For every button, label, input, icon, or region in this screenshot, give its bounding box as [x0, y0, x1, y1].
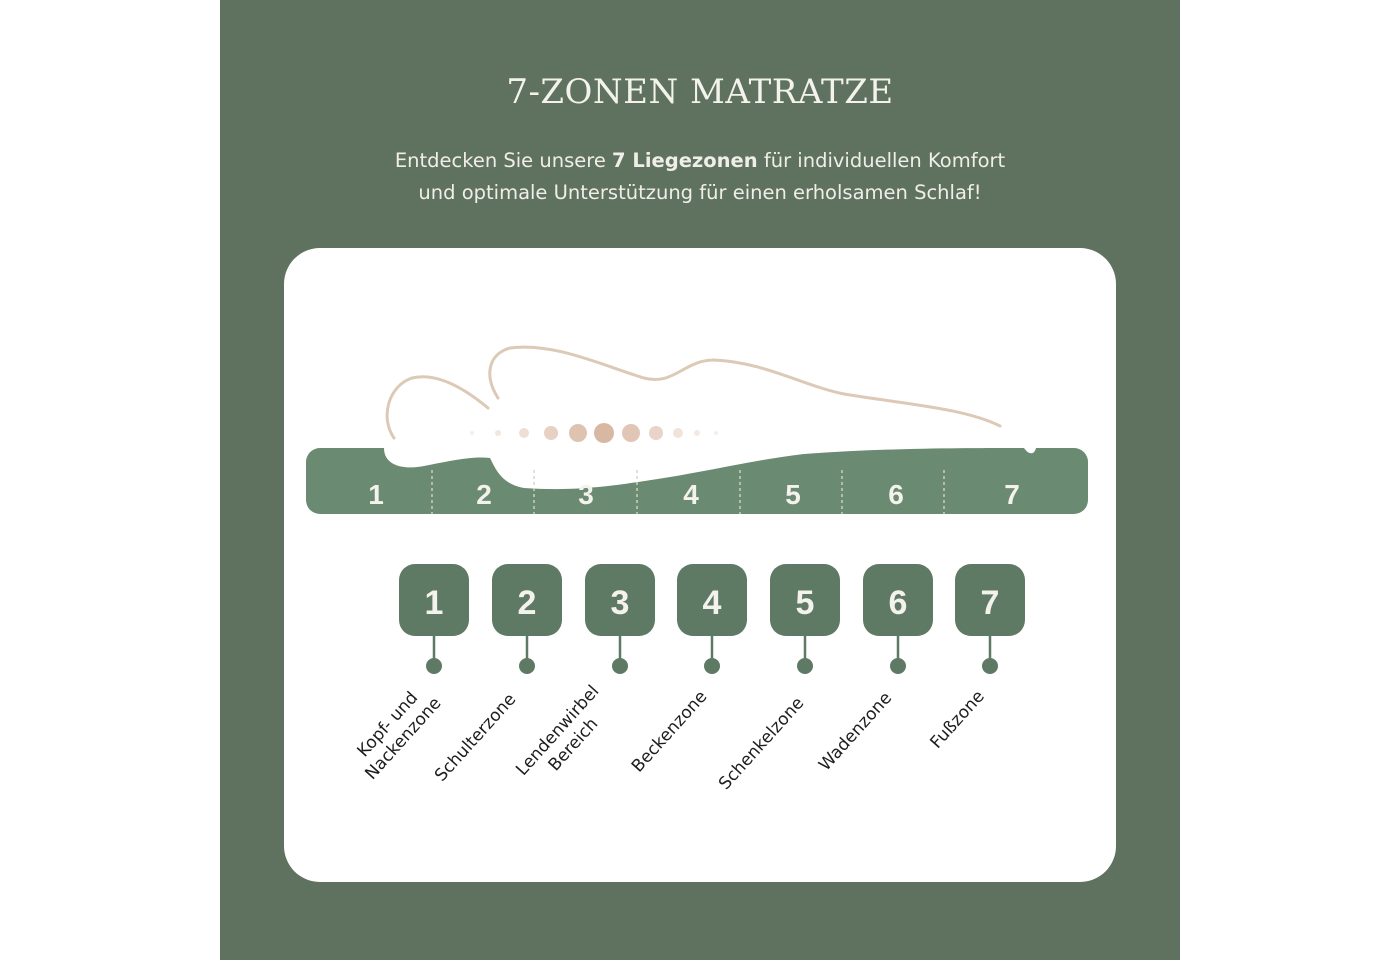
subtitle-line1-pre: Entdecken Sie unsere [394, 149, 613, 172]
zone-label: Schenkelzone [715, 693, 809, 794]
page-title: 7-ZONEN MATRATZE [506, 72, 894, 112]
subtitle-line1-bold: 7 Liegezonen [612, 149, 758, 172]
zone-badge-number: 4 [702, 584, 722, 622]
background-panel [220, 0, 1180, 960]
mattress-zone-number: 1 [368, 479, 384, 510]
zone-badge [585, 564, 655, 674]
zone-badge-dot [982, 658, 998, 674]
pressure-dot [569, 424, 587, 442]
pressure-dot [544, 426, 558, 440]
pressure-dot [622, 424, 640, 442]
zone-label: Kopf- und Nackenzone [353, 688, 446, 784]
pressure-dot [519, 428, 529, 438]
zone-badge-dot [890, 658, 906, 674]
head-outline [387, 377, 488, 438]
pressure-dot [594, 423, 614, 443]
subtitle-line2: und optimale Unterstützung für einen erholsamen Schlaf! [418, 181, 982, 204]
mattress-zone-number: 6 [888, 479, 904, 510]
pressure-dot [470, 431, 474, 435]
zone-badge-number: 5 [795, 584, 815, 622]
mattress-zone-number: 5 [785, 479, 801, 510]
zone-badge-number: 1 [424, 584, 444, 622]
zone-badge-number: 7 [980, 584, 1000, 622]
zone-badge-dot [704, 658, 720, 674]
zone-badge-dot [426, 658, 442, 674]
zone-badge [399, 564, 469, 674]
zone-badge [677, 564, 747, 674]
body-outline [387, 347, 1000, 438]
mattress-diagram [284, 248, 1116, 882]
zone-badge [863, 564, 933, 674]
mattress-zone-number: 4 [683, 479, 699, 510]
zone-badge-dot [797, 658, 813, 674]
zone-badge [770, 564, 840, 674]
diagram-card [284, 248, 1116, 882]
zone-badge-number: 2 [517, 584, 537, 622]
pressure-dot [495, 430, 501, 436]
zone-badges [399, 564, 1025, 674]
zone-label: Beckenzone [627, 686, 712, 777]
mattress-zone-number: 7 [1004, 479, 1020, 510]
zone-label: Lendenwirbel Bereich [512, 681, 604, 780]
pressure-dot [649, 426, 663, 440]
pressure-dot [694, 430, 700, 436]
zone-label: Fußzone [926, 686, 989, 753]
pressure-dot [714, 431, 718, 435]
zone-badge [492, 564, 562, 674]
mattress-zone-number: 3 [578, 479, 594, 510]
zone-badge-dot [519, 658, 535, 674]
zone-badge [955, 564, 1025, 674]
zone-badge-dot [612, 658, 628, 674]
zone-label: Wadenzone [815, 688, 897, 776]
mattress-zone-number: 2 [476, 479, 492, 510]
torso-legs-outline [490, 347, 1000, 426]
pressure-dots [470, 423, 718, 443]
subtitle-line1-post: für individuellen Komfort [757, 149, 1006, 172]
zone-badge-number: 6 [888, 584, 908, 622]
zone-badge-number: 3 [610, 584, 630, 622]
page-subtitle [220, 145, 1180, 209]
zone-label: Schulterzone [431, 689, 521, 786]
pressure-dot [673, 428, 683, 438]
